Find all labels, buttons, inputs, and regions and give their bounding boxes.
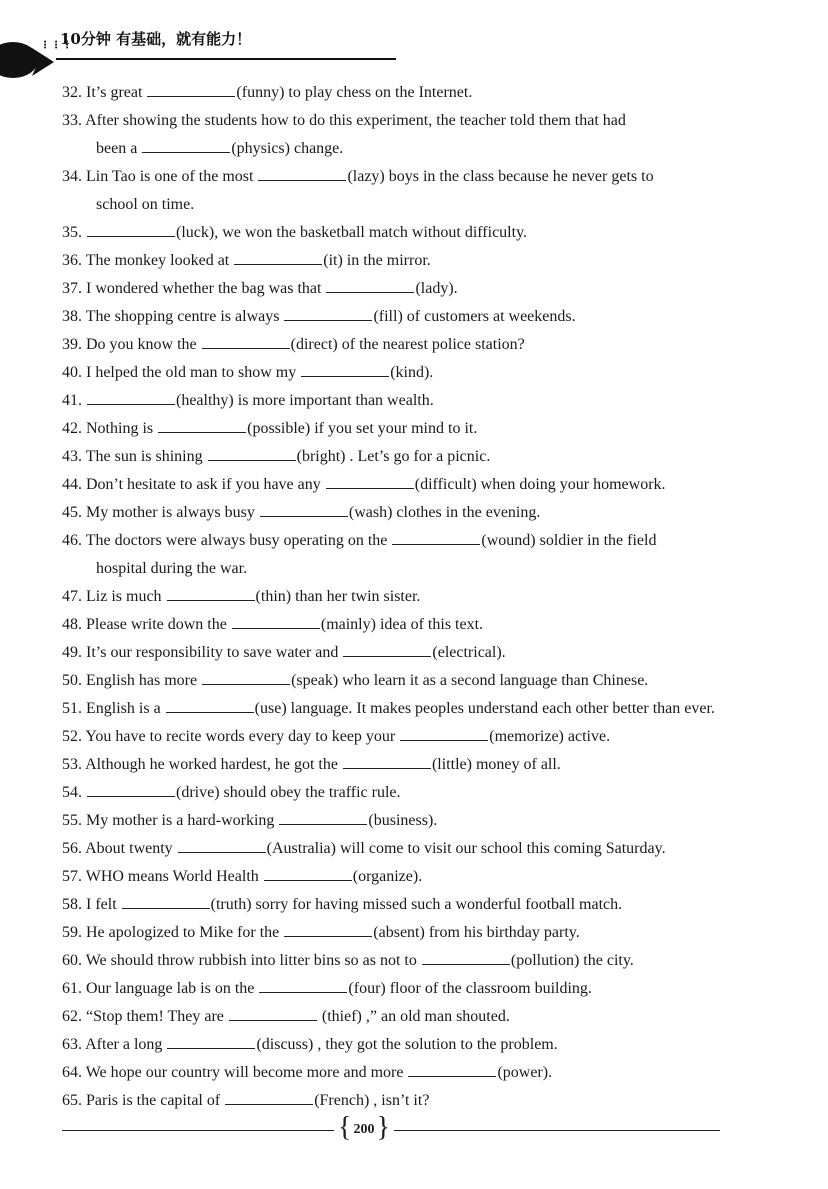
question-text-after: (mainly) idea of this text.	[320, 616, 484, 633]
question-text-after: (business).	[368, 812, 438, 829]
header-dots-icon: ⋮⋮⋮	[40, 40, 73, 51]
question-text-before: It’s great	[86, 84, 147, 101]
question-number: 51.	[62, 700, 82, 717]
answer-blank[interactable]	[122, 893, 210, 909]
question-item	[62, 527, 782, 583]
question-number: 64.	[62, 1064, 82, 1081]
question-item	[62, 275, 782, 303]
question-text-after: (speak) who learn it as a second language than Chinese.	[291, 672, 649, 689]
answer-blank[interactable]	[260, 501, 348, 517]
question-text-before: Nothing is	[86, 420, 158, 437]
question-text-before: After a long	[85, 1036, 167, 1053]
question-text-after: (use) language. It makes peoples understand each other better than ever.	[254, 700, 715, 717]
question-number: 49.	[62, 644, 82, 661]
answer-blank[interactable]	[87, 781, 175, 797]
answer-blank[interactable]	[258, 165, 346, 181]
page-footer	[0, 1115, 828, 1155]
question-item	[62, 807, 782, 835]
question-number: 34.	[62, 168, 82, 185]
question-text-before: English is a	[86, 700, 165, 717]
answer-blank[interactable]	[202, 333, 290, 349]
question-item	[62, 947, 782, 975]
answer-blank[interactable]	[284, 305, 372, 321]
question-item	[62, 1003, 782, 1031]
question-text-before: We should throw rubbish into litter bins so as not to	[85, 952, 421, 969]
question-item	[62, 387, 782, 415]
question-item	[62, 219, 782, 247]
question-number: 63.	[62, 1036, 82, 1053]
question-number: 41.	[62, 392, 82, 409]
question-text-after: (Australia) will come to visit our school this coming Saturday.	[266, 840, 666, 857]
question-text-after: (absent) from his birthday party.	[373, 924, 580, 941]
question-number: 48.	[62, 616, 82, 633]
question-text-before: Although he worked hardest, he got the	[85, 756, 342, 773]
question-text-after: (fill) of customers at weekends.	[373, 308, 576, 325]
question-text-before: WHO means World Health	[85, 868, 263, 885]
question-number: 57.	[62, 868, 82, 885]
question-item	[62, 751, 782, 779]
question-number: 54.	[62, 784, 82, 801]
question-text-before: My mother is always busy	[86, 504, 259, 521]
answer-blank[interactable]	[408, 1061, 496, 1077]
question-text-after: (difficult) when doing your homework.	[414, 476, 666, 493]
question-item	[62, 443, 782, 471]
answer-blank[interactable]	[284, 921, 372, 937]
question-continuation: school on time.	[96, 196, 195, 213]
question-text-after: (healthy) is more important than wealth.	[176, 392, 434, 409]
answer-blank[interactable]	[229, 1005, 317, 1021]
question-text-after: (drive) should obey the traffic rule.	[176, 784, 401, 801]
answer-blank[interactable]	[264, 865, 352, 881]
question-continuation: hospital during the war.	[96, 560, 248, 577]
question-number: 37.	[62, 280, 82, 297]
question-item	[62, 1059, 782, 1087]
question-text-after: (funny) to play chess on the Internet.	[236, 84, 473, 101]
answer-blank[interactable]	[87, 221, 175, 237]
question-item	[62, 667, 782, 695]
question-number: 32.	[62, 84, 82, 101]
question-number: 55.	[62, 812, 82, 829]
footer-rule-right	[394, 1130, 720, 1131]
question-item	[62, 163, 782, 219]
question-text-before: “Stop them! They are	[86, 1008, 228, 1025]
question-text-after: (power).	[497, 1064, 553, 1081]
question-text-after: (possible) if you set your mind to it.	[247, 420, 478, 437]
question-text-after: (luck), we won the basketball match without difficulty.	[176, 224, 528, 241]
question-number: 52.	[62, 728, 82, 745]
question-text-before: About twenty	[85, 840, 177, 857]
question-text-after: (it) in the mirror.	[323, 252, 431, 269]
answer-blank[interactable]	[167, 1033, 255, 1049]
answer-blank[interactable]	[234, 249, 322, 265]
question-number: 61.	[62, 980, 82, 997]
question-text-after: (thief) ,” an old man shouted.	[317, 1008, 510, 1025]
question-text-before: The doctors were always busy operating on the	[85, 532, 392, 549]
question-text-before: Please write down the	[86, 616, 231, 633]
question-text-cont-before: been a	[96, 140, 142, 157]
question-text-after: (four) floor of the classroom building.	[348, 980, 592, 997]
question-text-before: Lin Tao is one of the most	[86, 168, 258, 185]
question-number: 65.	[62, 1092, 82, 1109]
answer-blank[interactable]	[259, 977, 347, 993]
question-item	[62, 1087, 782, 1115]
question-text-before: You have to recite words every day to keep your	[85, 728, 400, 745]
answer-blank[interactable]	[326, 473, 414, 489]
question-number: 40.	[62, 364, 82, 381]
question-text-after: (discuss) , they got the solution to the problem.	[256, 1036, 558, 1053]
question-text-after: (truth) sorry for having missed such a wonderful football match.	[210, 896, 623, 913]
answer-blank[interactable]	[147, 81, 235, 97]
exercise-list	[62, 79, 782, 1115]
question-continuation	[62, 135, 782, 163]
question-number: 56.	[62, 840, 82, 857]
question-item	[62, 303, 782, 331]
question-item	[62, 359, 782, 387]
answer-blank[interactable]	[87, 389, 175, 405]
question-item	[62, 247, 782, 275]
question-number: 35.	[62, 224, 82, 241]
question-text-before: English has more	[86, 672, 202, 689]
question-number: 38.	[62, 308, 82, 325]
answer-blank[interactable]	[202, 669, 290, 685]
question-number: 58.	[62, 896, 82, 913]
question-item	[62, 107, 782, 163]
question-text-after: (thin) than her twin sister.	[255, 588, 421, 605]
question-text-after: (pollution) the city.	[510, 952, 634, 969]
question-text-before: After showing the students how to do this experiment, the teacher told them that had	[85, 112, 626, 129]
question-number: 36.	[62, 252, 82, 269]
answer-blank[interactable]	[343, 753, 431, 769]
question-text-after: (lady).	[415, 280, 458, 297]
answer-blank[interactable]	[178, 837, 266, 853]
answer-blank[interactable]	[343, 641, 431, 657]
question-number: 62.	[62, 1008, 82, 1025]
question-item	[62, 891, 782, 919]
page-header	[0, 0, 828, 80]
question-item	[62, 583, 782, 611]
question-text-before: I felt	[86, 896, 121, 913]
question-text-before: We hope our country will become more and more	[85, 1064, 408, 1081]
question-item	[62, 975, 782, 1003]
answer-blank[interactable]	[158, 417, 246, 433]
question-item	[62, 611, 782, 639]
answer-blank[interactable]	[279, 809, 367, 825]
question-item	[62, 723, 782, 751]
question-text-before: The shopping centre is always	[85, 308, 284, 325]
question-item	[62, 79, 782, 107]
answer-blank[interactable]	[208, 445, 296, 461]
question-text-before: Paris is the capital of	[86, 1092, 225, 1109]
question-text-after: (wash) clothes in the evening.	[348, 504, 541, 521]
answer-blank[interactable]	[422, 949, 510, 965]
question-number: 44.	[62, 476, 82, 493]
question-text-after: (organize).	[352, 868, 423, 885]
question-text-after: (wound) soldier in the field	[481, 532, 657, 549]
question-text-after: (electrical).	[432, 644, 506, 661]
answer-blank[interactable]	[225, 1089, 313, 1105]
question-text-before: He apologized to Mike for the	[86, 924, 284, 941]
header-rule	[56, 58, 396, 60]
question-text-before: Liz is much	[86, 588, 166, 605]
question-text-before: It’s our responsibility to save water and	[86, 644, 343, 661]
answer-blank[interactable]	[400, 725, 488, 741]
question-text-before: Don’t hesitate to ask if you have any	[86, 476, 325, 493]
question-text-before: The monkey looked at	[85, 252, 234, 269]
question-item	[62, 835, 782, 863]
question-number: 53.	[62, 756, 82, 773]
question-number: 59.	[62, 924, 82, 941]
question-text-after: (memorize) active.	[489, 728, 611, 745]
answer-blank[interactable]	[232, 613, 320, 629]
question-text-before: My mother is a hard-working	[86, 812, 279, 829]
question-number: 47.	[62, 588, 82, 605]
question-item	[62, 331, 782, 359]
question-number: 43.	[62, 448, 82, 465]
question-item	[62, 471, 782, 499]
answer-blank[interactable]	[301, 361, 389, 377]
answer-blank[interactable]	[326, 277, 414, 293]
question-text-after: (physics) change.	[231, 140, 344, 157]
question-text-after: (lazy) boys in the class because he never gets to	[347, 168, 654, 185]
question-item	[62, 919, 782, 947]
answer-blank[interactable]	[166, 697, 254, 713]
question-number: 33.	[62, 112, 82, 129]
question-number: 45.	[62, 504, 82, 521]
question-number: 60.	[62, 952, 82, 969]
question-item	[62, 695, 782, 723]
question-text-before: Do you know the	[86, 336, 201, 353]
question-number: 46.	[62, 532, 82, 549]
question-item	[62, 415, 782, 443]
question-number: 39.	[62, 336, 82, 353]
question-item	[62, 863, 782, 891]
question-item	[62, 499, 782, 527]
question-number: 50.	[62, 672, 82, 689]
question-text-after: (direct) of the nearest police station?	[290, 336, 525, 353]
question-text-before: I wondered whether the bag was that	[86, 280, 326, 297]
question-text-before: Our language lab is on the	[86, 980, 259, 997]
question-text-before: I helped the old man to show my	[86, 364, 301, 381]
question-item	[62, 639, 782, 667]
footer-rule-left	[62, 1130, 334, 1131]
question-text-before: The sun is shining	[85, 448, 207, 465]
question-text-after: (little) money of all.	[431, 756, 561, 773]
question-item	[62, 1031, 782, 1059]
answer-blank[interactable]	[392, 529, 480, 545]
question-item	[62, 779, 782, 807]
question-text-after: (French) , isn’t it?	[314, 1092, 430, 1109]
question-text-after: (kind).	[390, 364, 434, 381]
page-number: { 200 }	[336, 1117, 392, 1143]
question-number: 42.	[62, 420, 82, 437]
header-title: 10分钟 有基础，就有能力！	[60, 30, 252, 48]
answer-blank[interactable]	[142, 137, 230, 153]
question-text-after: (bright) . Let’s go for a picnic.	[296, 448, 491, 465]
answer-blank[interactable]	[167, 585, 255, 601]
